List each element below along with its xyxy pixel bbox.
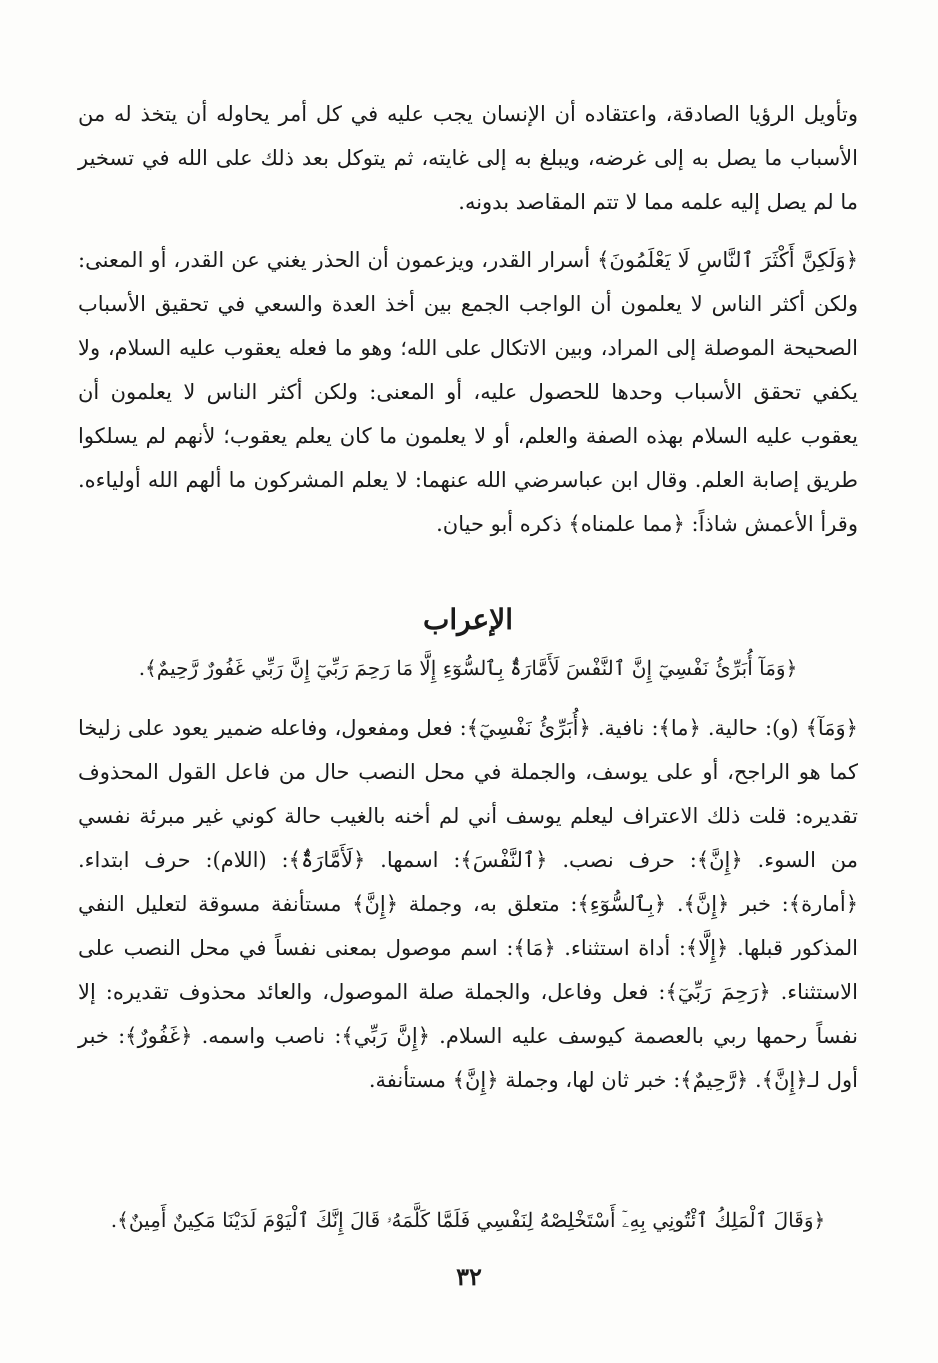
intro-paragraph-text: وتأويل الرؤيا الصادقة، واعتقاده أن الإنسان يجب عليه في كل أمر يحاوله أن يتخذ له من الأسباب ما يصل به إلى غرضه، ويبلغ به إلى غايته، ثم يتوكل بعد ذلك على الله في تسخير ما لم يصل إليه علمه مما لا تتم المقاصد بدونه. — [78, 102, 858, 214]
quran-verse-second: ﴿وَقَالَ ٱلْمَلِكُ ٱئْتُونِي بِهِۦٓ أَسْتَخْلِصْهُ لِنَفْسِي فَلَمَّا كَلَّمَهُۥ قَالَ إِنَّكَ ٱلْيَوْمَ لَدَيْنَا مَكِينٌ أَمِينٌ﴾. — [110, 1208, 826, 1232]
tafsir-paragraph-text: ﴿وَلَكِنَّ أَكْثَرَ ٱلنَّاسِ لَا يَعْلَمُونَ﴾ أسرار القدر، ويزعمون أن الحذر يغني عن القدر، أو المعنى: ولكن أكثر الناس لا يعلمون أن الواجب الجمع بين أخذ العدة والسعي في تحقيق الأسباب الصحيحة الموصلة إلى المراد، وبين الاتكال على الله؛ وهو ما فعله يعقوب عليه السلام، ولا يكفي تحقق الأسباب وحدها للحصول عليه، أو المعنى: ولكن أكثر الناس لا يعلمون أن يعقوب عليه السلام بهذه الصفة والعلم، أو لا يعلمون ما كان يعلم يعقوب؛ لأنهم لم يسلكوا طريق إصابة العلم. وقال ابن عباسرضي الله عنهما: لا يعلم المشركون ما ألهم الله أولياءه. وقرأ الأعمش شاذاً: ﴿مما علمناه﴾ ذكره أبو حيان. — [78, 248, 858, 536]
section-heading: الإعراب — [422, 603, 514, 636]
irab-paragraph — [78, 706, 858, 1102]
intro-paragraph — [78, 92, 858, 224]
quran-verse-first: ﴿وَمَآ أُبَرِّئُ نَفْسِيٓ إِنَّ ٱلنَّفْسَ لَأَمَّارَةٌۢ بِٱلسُّوٓءِ إِلَّا مَا رَحِمَ رَبِّيٓ إِنَّ رَبِّي غَفُورٌ رَّحِيمٌ﴾. — [138, 656, 798, 680]
irab-paragraph-text: ﴿وَمَآ﴾ (و): حالية. ﴿ما﴾: نافية. ﴿أُبَرِّئُ نَفْسِيٓ﴾: فعل ومفعول، وفاعله ضمير يعود على زليخا كما هو الراجح، أو على يوسف، والجملة في محل النصب حال من فاعل القول المحذوف تقديره: قلت ذلك الاعتراف ليعلم يوسف أني لم أخنه بالغيب حالة كوني غير مبرئة نفسي من السوء. ﴿إِنَّ﴾: حرف نصب. ﴿ٱلنَّفْسَ﴾: اسمها. ﴿لَأَمَّارَةٌۢ﴾: (اللام): حرف ابتداء. ﴿أمارة﴾: خبر ﴿إِنَّ﴾. ﴿بِٱلسُّوٓءِ﴾: متعلق به، وجملة ﴿إِنَّ﴾ مستأنفة مسوقة لتعليل النفي المذكور قبلها. ﴿إِلَّا﴾: أداة استثناء. ﴿مَا﴾: اسم موصول بمعنى نفساً في محل النصب على الاستثناء. ﴿رَحِمَ رَبِّيٓ﴾: فعل وفاعل، والجملة صلة الموصول، والعائد محذوف تقديره: إلا نفساً رحمها ربي بالعصمة كيوسف عليه السلام. ﴿إِنَّ رَبِّي﴾: ناصب واسمه. ﴿غَفُورٌ﴾: خبر أول لـ﴿إِنَّ﴾. ﴿رَّحِيمٌ﴾: خبر ثان لها، وجملة ﴿إِنَّ﴾ مستأنفة. — [78, 716, 858, 1092]
tafsir-paragraph — [78, 238, 858, 546]
page-number: ٣٢ — [456, 1262, 482, 1291]
